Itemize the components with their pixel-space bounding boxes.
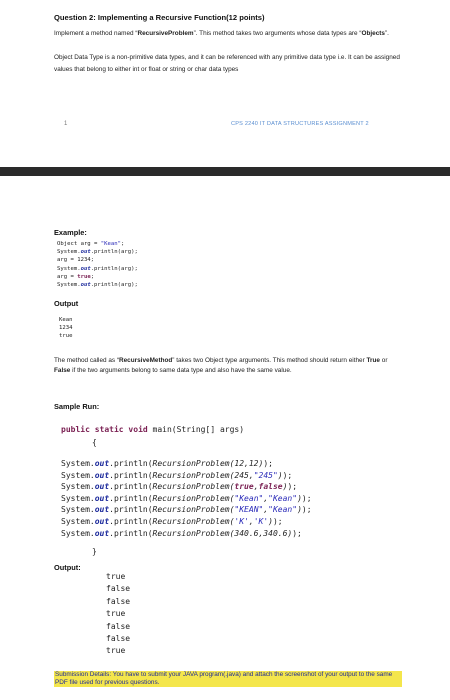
sample-output-line: false <box>106 584 131 594</box>
println-call-line <box>61 493 312 505</box>
code-text: System. <box>61 505 95 515</box>
code-argument-token: , <box>248 516 254 526</box>
code-arguments <box>230 482 288 491</box>
code-argument-token: "Kean" <box>268 493 298 503</box>
sample-outputs <box>106 571 130 658</box>
code-argument-token: ( <box>229 493 235 503</box>
page-header-text: CPS 2240 IT DATA STRUCTURES ASSIGNMENT 2 <box>231 121 369 127</box>
code-text: .println( <box>109 516 153 526</box>
sample-output-line: false <box>106 621 131 631</box>
code-text: ); <box>282 470 293 480</box>
close-brace: } <box>92 547 97 556</box>
code-text: arg = 1234; <box>57 257 95 264</box>
code-text: System. <box>61 459 95 468</box>
code-text: ); <box>263 459 273 468</box>
code-function: RecursionProblem <box>152 459 230 468</box>
code-string: "Kean" <box>100 241 121 247</box>
code-text: System. <box>61 470 95 480</box>
code-text: System. <box>61 482 95 492</box>
sample-output-line: true <box>106 609 126 619</box>
code-argument-token: 'K' <box>253 516 269 526</box>
objects-word: Objects <box>361 30 385 37</box>
code-text: .println( <box>109 482 153 492</box>
sample-output-line: false <box>106 634 131 644</box>
code-field: out <box>80 282 91 289</box>
code-argument-token: (340.6,340.6) <box>229 528 293 538</box>
code-argument-token: "245" <box>253 470 278 480</box>
code-function: RecursionProblem <box>152 493 230 503</box>
code-field: out <box>94 470 110 480</box>
example-code-line <box>57 256 138 264</box>
example-code-line <box>57 265 138 273</box>
code-argument-token: (12,12) <box>229 459 264 468</box>
code-arguments <box>230 517 273 526</box>
page-divider <box>0 167 450 176</box>
code-field: out <box>94 528 110 538</box>
code-text: .println( <box>109 493 153 503</box>
println-call-line <box>61 504 312 516</box>
code-argument-token: ) <box>268 516 273 526</box>
println-call-line <box>61 516 312 528</box>
main-signature <box>61 424 244 436</box>
code-text: .println(arg); <box>90 249 138 256</box>
code-function: RecursionProblem <box>152 505 230 515</box>
code-text: .println( <box>109 470 153 480</box>
code-arguments <box>230 529 293 538</box>
intro-text-2: ”. This method takes two arguments whose data types are “ <box>193 30 362 37</box>
code-text: .println( <box>109 528 153 538</box>
code-text: ); <box>292 528 302 538</box>
println-call-line <box>61 528 312 540</box>
example-heading: Example: <box>54 228 87 237</box>
code-argument-token: ) <box>282 482 288 492</box>
code-text: ; <box>121 241 125 247</box>
example-output-line: true <box>59 333 73 340</box>
code-field: out <box>80 265 91 272</box>
code-argument-token: "KEAN" <box>234 505 264 515</box>
code-text: System. <box>57 249 81 256</box>
open-brace: { <box>92 438 97 447</box>
code-function: RecursionProblem <box>152 516 230 526</box>
code-argument-token: 'K' <box>234 516 249 526</box>
code-text: System. <box>61 493 95 503</box>
sample-calls <box>61 458 312 539</box>
example-output-line: Kean <box>59 317 73 323</box>
code-field: out <box>94 482 110 492</box>
method-desc-2: ” takes two Object type arguments. This method should return either <box>172 357 367 364</box>
sample-output-heading: Output: <box>54 563 81 572</box>
code-argument-token: ( <box>229 516 235 526</box>
example-code-line <box>57 273 138 281</box>
code-function: RecursionProblem <box>152 482 230 492</box>
sample-run-heading: Sample Run: <box>54 402 100 411</box>
true-word: True <box>366 357 380 364</box>
sample-output-line: true <box>106 572 126 581</box>
signature-rest: main(String[] args) <box>147 425 245 434</box>
code-argument-token: , <box>253 482 259 492</box>
false-word: False <box>54 367 71 374</box>
code-arguments <box>230 459 264 468</box>
code-text: ); <box>287 482 298 492</box>
sample-output-line: false <box>106 596 131 606</box>
println-call-line <box>61 481 312 493</box>
code-function: RecursionProblem <box>152 528 230 538</box>
code-text: .println(arg); <box>90 265 138 272</box>
code-text: System. <box>61 528 95 538</box>
sample-output-line: true <box>106 646 126 656</box>
example-code-line <box>57 248 138 256</box>
code-argument-token: ( <box>229 482 235 492</box>
code-argument-token: "Kean" <box>268 505 298 515</box>
method-desc-name: RecursiveMethod <box>119 357 173 364</box>
println-call-line <box>61 458 312 470</box>
code-argument-token: true <box>234 482 254 492</box>
question-intro <box>54 28 406 40</box>
method-desc-4: if the two arguments belong to same data type and also have the same value. <box>70 367 292 374</box>
code-text: arg = <box>57 273 78 280</box>
code-text: .println( <box>109 505 153 515</box>
example-code <box>57 240 138 289</box>
method-description <box>54 356 398 376</box>
code-arguments <box>230 505 302 514</box>
code-text: ); <box>301 493 312 503</box>
intro-text-3: ”. <box>384 30 389 37</box>
code-argument-token: ) <box>297 493 302 503</box>
code-field: out <box>94 459 110 468</box>
println-call-line <box>61 470 312 482</box>
code-argument-token: , <box>263 493 269 503</box>
intro-text-1: Implement a method named “ <box>54 30 138 37</box>
method-desc-1: The method called as “ <box>54 357 120 364</box>
code-arguments <box>230 494 302 503</box>
question-title: Question 2: Implementing a Recursive Function(12 points) <box>54 13 265 22</box>
code-argument-token: (245, <box>229 470 254 480</box>
code-argument-token: ) <box>277 470 283 480</box>
output-heading: Output <box>54 299 79 308</box>
example-output <box>59 316 72 341</box>
code-text: System. <box>57 282 81 289</box>
code-argument-token: ( <box>229 505 235 515</box>
code-text: ); <box>272 516 283 526</box>
code-text: System. <box>57 265 81 272</box>
code-text: .println(arg); <box>90 282 138 289</box>
code-function: RecursionProblem <box>152 470 230 480</box>
example-code-line <box>57 281 138 289</box>
signature-keywords: public static void <box>61 425 148 434</box>
code-argument-token: ) <box>297 505 302 515</box>
submission-details: Submission Details: You have to submit your JAVA program(.java) and attach the screenshot of your output to the same PDF file used for previous questions. <box>54 671 402 687</box>
example-output-line: 1234 <box>59 325 73 332</box>
code-argument-token: false <box>258 482 283 492</box>
code-text: System. <box>61 516 95 526</box>
code-field: out <box>94 505 110 515</box>
code-field: out <box>80 249 91 256</box>
code-keyword: true <box>77 273 91 280</box>
code-argument-token: , <box>263 505 269 515</box>
code-text: Object arg = <box>57 241 101 247</box>
code-text: .println( <box>109 459 153 468</box>
example-code-line <box>57 240 138 248</box>
object-description: Object Data Type is a non-primitive data types, and it can be referenced with any primitive data type i.e. It can be assigned values that belong to either int or float or string or char data types <box>54 54 400 73</box>
code-text: ); <box>301 505 312 515</box>
page-number: 1 <box>64 121 68 127</box>
code-argument-token: "Kean" <box>234 493 264 503</box>
method-desc-3: or <box>379 357 388 364</box>
code-arguments <box>230 471 283 480</box>
code-field: out <box>94 493 110 503</box>
method-name: RecursiveProblem <box>137 30 194 37</box>
code-text: ; <box>90 273 95 280</box>
code-field: out <box>94 516 110 526</box>
